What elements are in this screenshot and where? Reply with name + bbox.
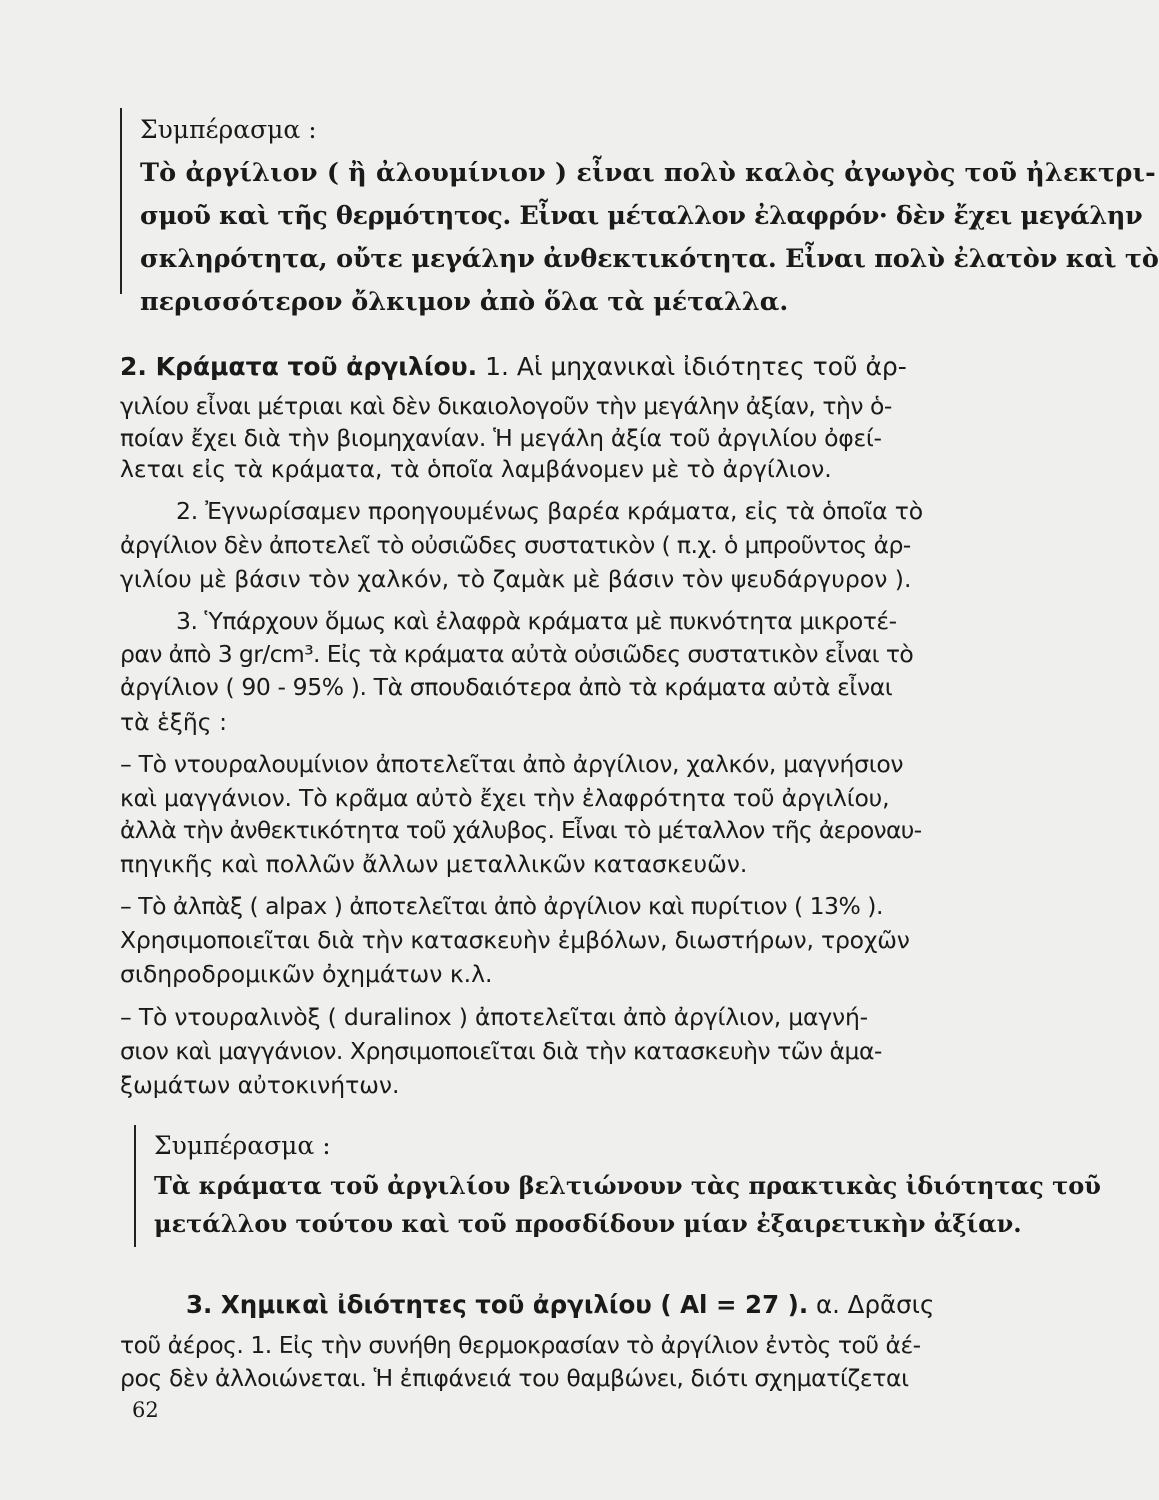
conclusion-label: Συμπέρασμα :	[154, 1131, 331, 1160]
body-line: γιλίου μὲ βάσιν τὸν χαλκόν, τὸ ζαμὰκ μὲ βάσιν τὸν ψευδάργυρον ).	[120, 565, 912, 593]
conclusion-line: σμοῦ καὶ τῆς θερμότητος. Εἶναι μέταλλον ἐλαφρόν· δὲν ἔχει μεγάλην	[140, 201, 1143, 231]
body-line: πηγικῆς καὶ πολλῶν ἄλλων μεταλλικῶν κατασκευῶν.	[120, 850, 748, 878]
body-line: ἀργίλιον ( 90 - 95% ). Τὰ σπουδαιότερα ἀπὸ τὰ κράματα αὐτὰ εἶναι	[120, 673, 893, 701]
body-line: Χρησιμοποιεῖται διὰ τὴν κατασκευὴν ἐμβόλων, διωστήρων, τροχῶν	[120, 926, 910, 954]
list-item-duralinox: – Τὸ ντουραλινὸξ ( duralinox ) ἀποτελεῖται ἀπὸ ἀργίλιον, μαγνή-	[120, 1003, 868, 1031]
section-3-heading: 3. Χημικαὶ ἰδιότητες τοῦ ἀργιλίου ( Al = 27 ).	[186, 1290, 809, 1319]
body-line: σιδηροδρομικῶν ὀχημάτων κ.λ.	[120, 960, 493, 988]
section-3-first-line	[186, 1288, 934, 1322]
body-text: 1. Αἱ μηχανικαὶ ἰδιότητες τοῦ ἀρ-	[477, 352, 907, 381]
body-line: τοῦ ἀέρος. 1. Εἰς τὴν συνήθη θερμοκρασίαν τὸ ἀργίλιον ἐντὸς τοῦ ἀέ-	[120, 1331, 921, 1359]
conclusion-line: Τὸ ἀργίλιον ( ἢ ἀλουμίνιον ) εἶναι πολὺ καλὸς ἀγωγὸς τοῦ ἠλεκτρι-	[140, 158, 1156, 188]
section-2-heading: 2. Κράματα τοῦ ἀργιλίου.	[120, 352, 478, 381]
conclusion-box-2	[134, 1125, 1101, 1247]
conclusion-box-1	[120, 108, 1159, 317]
list-item-alpax: – Τὸ ἀλπὰξ ( alpax ) ἀποτελεῖται ἀπὸ ἀργίλιον καὶ πυρίτιον ( 13% ).	[120, 892, 883, 920]
body-line: ραν ἀπὸ 3 gr/cm³. Εἰς τὰ κράματα αὐτὰ οὐσιῶδες συστατικὸν εἶναι τὸ	[120, 640, 914, 668]
conclusion-line: σκληρότητα, οὔτε μεγάλην ἀνθεκτικότητα. Εἶναι πολὺ ἐλατὸν καὶ τὸ	[140, 244, 1159, 274]
conclusion-line: Τὰ κράματα τοῦ ἀργιλίου βελτιώνουν τὰς πρακτικὰς ἰδιότητας τοῦ	[154, 1171, 1101, 1200]
body-line: γιλίου εἶναι μέτριαι καὶ δὲν δικαιολογοῦν τὴν μεγάλην ἀξίαν, τὴν ὁ-	[120, 392, 892, 420]
body-line: 2. Ἐγνωρίσαμεν προηγουμένως βαρέα κράματα, εἰς τὰ ὁποῖα τὸ	[176, 497, 923, 525]
conclusion-line: μετάλλου τούτου καὶ τοῦ προσδίδουν μίαν ἐξαιρετικὴν ἀξίαν.	[154, 1209, 1022, 1238]
list-item-duralumin: – Τὸ ντουραλουμίνιον ἀποτελεῖται ἀπὸ ἀργίλιον, χαλκόν, μαγνήσιον	[120, 750, 904, 778]
body-line: λεται εἰς τὰ κράματα, τὰ ὁποῖα λαμβάνομεν μὲ τὸ ἀργίλιον.	[120, 455, 832, 483]
body-line: 3. Ὑπάρχουν ὅμως καὶ ἐλαφρὰ κράματα μὲ πυκνότητα μικροτέ-	[176, 607, 897, 635]
body-line: ἀργίλιον δὲν ἀποτελεῖ τὸ οὐσιῶδες συστατικὸν ( π.χ. ὁ μπροῦντος ἀρ-	[120, 531, 911, 559]
conclusion-line: περισσότερον ὄλκιμον ἀπὸ ὅλα τὰ μέταλλα.	[140, 287, 789, 317]
body-line: ποίαν ἔχει διὰ τὴν βιομηχανίαν. Ἡ μεγάλη ἀξία τοῦ ἀργιλίου ὀφεί-	[120, 424, 882, 452]
body-line: σιον καὶ μαγγάνιον. Χρησιμοποιεῖται διὰ τὴν κατασκευὴν τῶν ἁμα-	[120, 1037, 882, 1065]
body-line: ξωμάτων αὐτοκινήτων.	[120, 1071, 400, 1099]
body-line: τὰ ἑξῆς :	[120, 708, 227, 736]
body-line: ρος δὲν ἀλλοιώνεται. Ἡ ἐπιφάνειά του θαμβώνει, διότι σχηματίζεται	[120, 1364, 909, 1392]
conclusion-label: Συμπέρασμα :	[140, 115, 317, 144]
body-line: ἀλλὰ τὴν ἀνθεκτικότητα τοῦ χάλυβος. Εἶναι τὸ μέταλλον τῆς ἀεροναυ-	[120, 816, 922, 844]
body-line: καὶ μαγγάνιον. Τὸ κρᾶμα αὐτὸ ἔχει τὴν ἐλαφρότητα τοῦ ἀργιλίου,	[120, 784, 890, 812]
page-number: 62	[132, 1398, 159, 1422]
section-2-first-line	[120, 350, 907, 384]
body-text: α. Δρᾶσις	[808, 1290, 935, 1319]
